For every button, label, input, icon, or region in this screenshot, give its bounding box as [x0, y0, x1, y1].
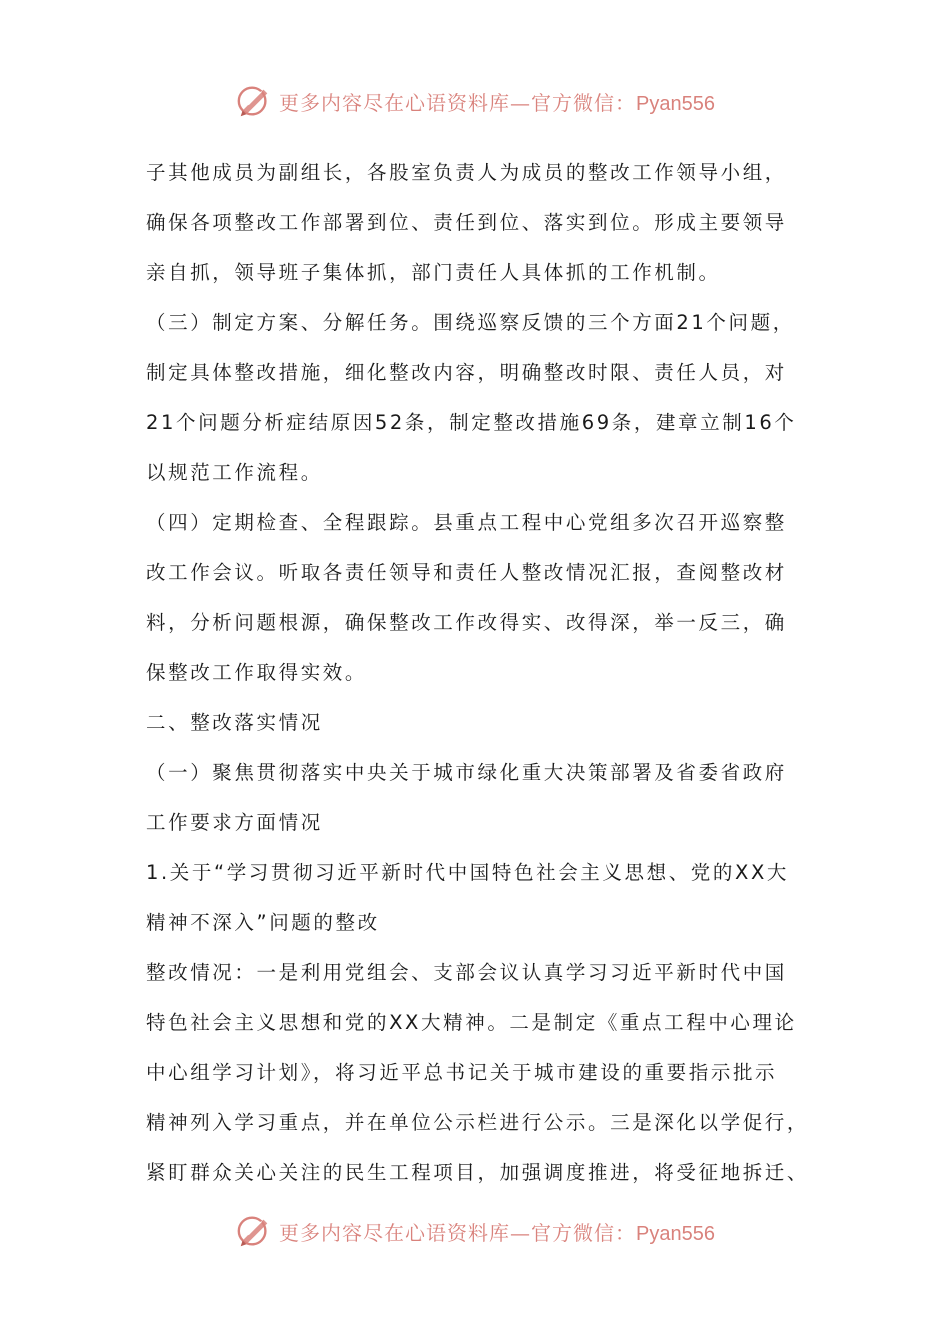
- footer-watermark: [0, 1212, 950, 1250]
- text-line: 亲自抓，领导班子集体抓，部门责任人具体抓的工作机制。: [146, 261, 721, 284]
- document-body: [146, 148, 816, 1198]
- text-line: 子其他成员为副组长，各股室负责人为成员的整改工作领导小组，: [146, 161, 787, 184]
- chapter-heading-2: 二、整改落实情况: [146, 711, 323, 734]
- text-line: 紧盯群众关心关注的民生工程项目，加强调度推进，将受征地拆迁、: [146, 1161, 810, 1184]
- pen-logo-icon: [235, 1212, 273, 1250]
- section-heading-4: （四）定期检查、全程跟踪。县重点工程中心党组多次召开巡察整: [146, 511, 787, 534]
- text-line: 改工作会议。听取各责任领导和责任人整改情况汇报，查阅整改材: [146, 561, 787, 584]
- text-line: 保整改工作取得实效。: [146, 661, 368, 684]
- text-line: 料，分析问题根源，确保整改工作改得实、改得深，举一反三，确: [146, 611, 787, 634]
- header-watermark: [0, 82, 950, 120]
- text-line: 确保各项整改工作部署到位、责任到位、落实到位。形成主要领导: [146, 211, 787, 234]
- text-line: 精神列入学习重点，并在单位公示栏进行公示。三是深化以学促行，: [146, 1111, 810, 1134]
- text-line: 精神不深入”问题的整改: [146, 911, 380, 934]
- text-line: 工作要求方面情况: [146, 811, 323, 834]
- watermark-text: 更多内容尽在心语资料库—官方微信：Pyan556: [279, 1220, 715, 1245]
- pen-logo-icon: [235, 82, 273, 120]
- watermark-text: 更多内容尽在心语资料库—官方微信：Pyan556: [279, 90, 715, 115]
- text-line: 中心组学习计划》，将习近平总书记关于城市建设的重要指示批示: [146, 1061, 778, 1084]
- text-line: 特色社会主义思想和党的XX大精神。二是制定《重点工程中心理论: [146, 1011, 797, 1034]
- item-heading-1: 1.关于“学习贯彻习近平新时代中国特色社会主义思想、党的XX大: [146, 861, 790, 884]
- subsection-heading-1: （一）聚焦贯彻落实中央关于城市绿化重大决策部署及省委省政府: [146, 761, 787, 784]
- text-line: 以规范工作流程。: [146, 461, 323, 484]
- text-line: 21个问题分析症结原因52条，制定整改措施69条，建章立制16个: [146, 411, 797, 434]
- text-line: 制定具体整改措施，细化整改内容，明确整改时限、责任人员，对: [146, 361, 787, 384]
- section-heading-3: （三）制定方案、分解任务。围绕巡察反馈的三个方面21个问题，: [146, 311, 795, 334]
- text-line: 整改情况：一是利用党组会、支部会议认真学习习近平新时代中国: [146, 961, 787, 984]
